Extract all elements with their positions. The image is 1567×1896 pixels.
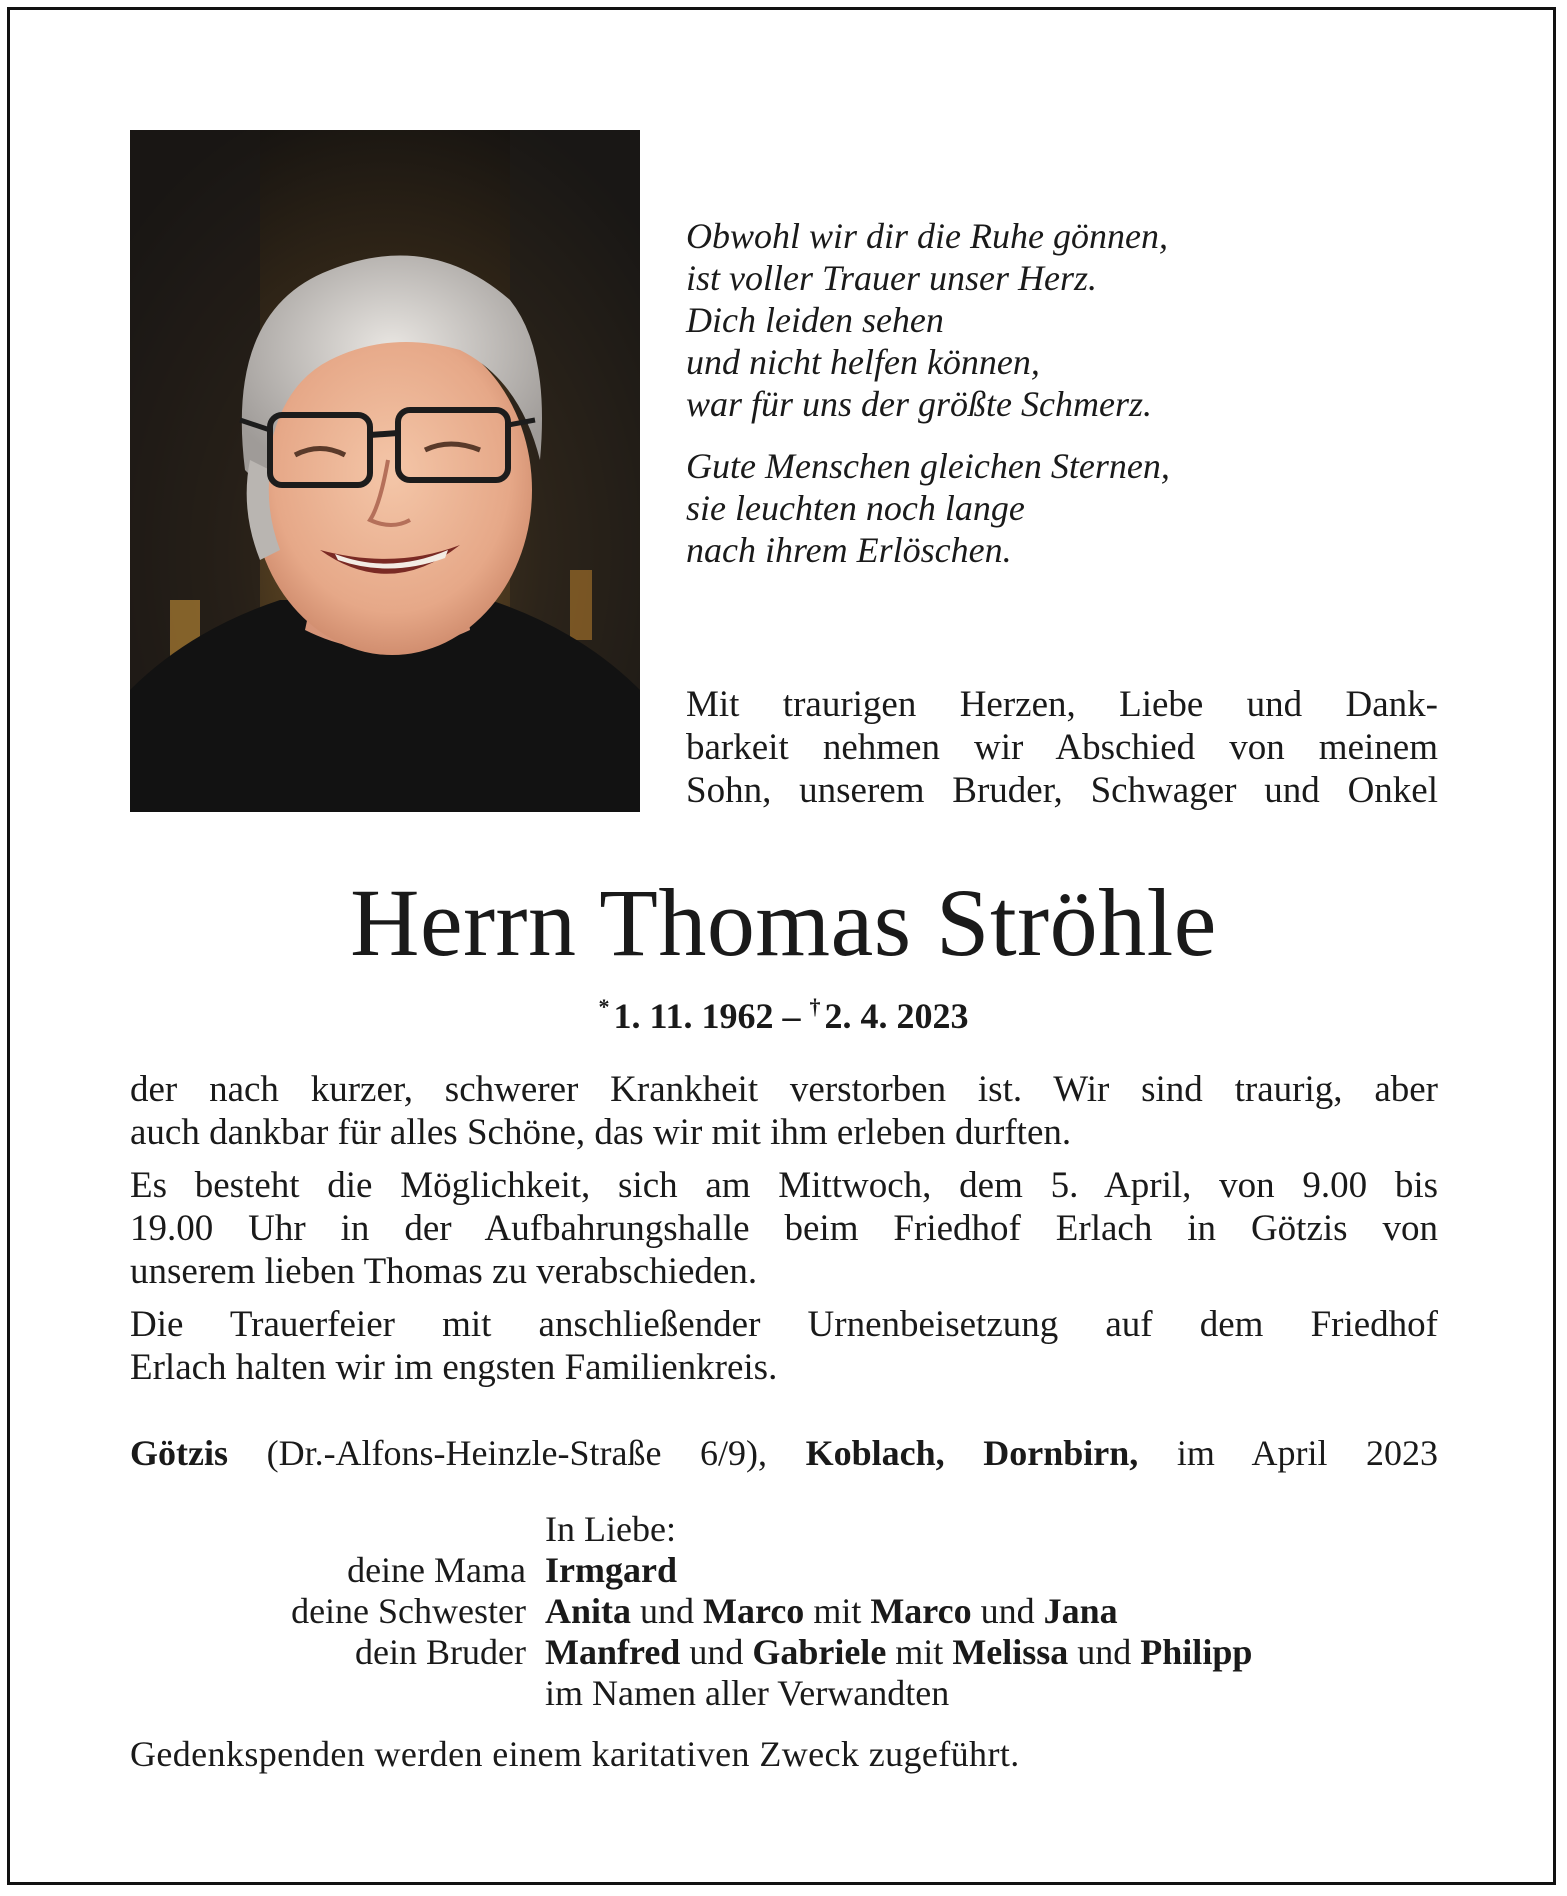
place-date: im April 2023: [1176, 1433, 1439, 1473]
portrait-photo: [130, 130, 640, 812]
town-koblach: Koblach,: [805, 1433, 945, 1473]
relation-label: deine Mama: [347, 1550, 526, 1590]
body-line: der nach kurzer, schwerer Krankheit verstorben ist. Wir sind traurig, aber: [130, 1069, 1438, 1110]
poem-line: ist voller Trauer unser Herz.: [686, 258, 1098, 298]
family-name: Marco: [703, 1591, 805, 1631]
poem-line: sie leuchten noch lange: [686, 488, 1025, 528]
paragraph-3: [130, 1303, 1438, 1389]
relation-label: deine Schwester: [291, 1591, 526, 1631]
body-line: unserem lieben Thomas zu verabschieden.: [130, 1251, 758, 1292]
family-row-brother: [130, 1632, 1460, 1673]
death-date: 2. 4. 2023: [824, 996, 969, 1036]
poem-line: Obwohl wir dir die Ruhe gönnen,: [686, 216, 1168, 256]
connector: mit: [813, 1591, 862, 1631]
birth-date: 1. 11. 1962: [613, 996, 774, 1036]
life-dates: [0, 985, 1567, 1038]
intro-line: Mit traurigen Herzen, Liebe und Dank-: [686, 684, 1438, 725]
poem-line: Dich leiden sehen: [686, 300, 944, 340]
family-row-mama: [130, 1550, 1460, 1591]
relation-label: dein Bruder: [355, 1632, 526, 1672]
family-name: Anita: [545, 1591, 632, 1631]
connector: und: [640, 1591, 695, 1631]
poem: [686, 215, 1446, 591]
deceased-name: Herrn Thomas Ströhle: [350, 869, 1217, 976]
family-name: Gabriele: [752, 1632, 887, 1672]
poem-stanza-1: [686, 215, 1446, 425]
body-line: auch dankbar für alles Schöne, das wir mit ihm erleben durften.: [130, 1112, 1072, 1153]
connector: und: [980, 1591, 1035, 1631]
place-date-line: [130, 1432, 1438, 1475]
family-signatures: [130, 1509, 1460, 1714]
family-name: Marco: [870, 1591, 972, 1631]
poem-stanza-2: [686, 445, 1446, 571]
death-symbol: †: [809, 994, 821, 1019]
town-goetzis: Götzis: [130, 1433, 228, 1473]
family-closing: im Namen aller Verwandten: [545, 1673, 950, 1713]
intro-text: [686, 683, 1438, 812]
poem-line: und nicht helfen können,: [686, 342, 1040, 382]
poem-line: Gute Menschen gleichen Sternen,: [686, 446, 1170, 486]
family-closing-row: [130, 1673, 1460, 1714]
town-dornbirn: Dornbirn,: [983, 1433, 1139, 1473]
date-separator: –: [773, 996, 810, 1036]
birth-symbol: *: [598, 994, 610, 1019]
body-line: Die Trauerfeier mit anschließender Urnenbeisetzung auf dem Friedhof: [130, 1304, 1438, 1345]
portrait-photo-icon: [130, 130, 640, 812]
paragraph-2: [130, 1164, 1438, 1293]
poem-line: war für uns der größte Schmerz.: [686, 384, 1152, 424]
family-name: Melissa: [952, 1632, 1069, 1672]
body-line: 19.00 Uhr in der Aufbahrungshalle beim Friedhof Erlach in Götzis von: [130, 1208, 1438, 1249]
family-name: Philipp: [1140, 1632, 1253, 1672]
body-line: Es besteht die Möglichkeit, sich am Mittwoch, dem 5. April, von 9.00 bis: [130, 1165, 1438, 1206]
family-name: Jana: [1043, 1591, 1118, 1631]
connector: mit: [895, 1632, 944, 1672]
family-heading-row: [130, 1509, 1460, 1550]
family-heading: In Liebe:: [545, 1509, 676, 1549]
connector: und: [689, 1632, 744, 1672]
connector: und: [1077, 1632, 1132, 1672]
family-row-sister: [130, 1591, 1460, 1632]
intro-line: barkeit nehmen wir Abschied von meinem: [686, 727, 1438, 768]
paragraph-1: [130, 1068, 1438, 1154]
family-name: Irmgard: [545, 1550, 677, 1590]
donation-note: Gedenkspenden werden einem karitativen Zweck zugeführt.: [130, 1734, 1020, 1774]
body-text: [130, 1068, 1438, 1399]
body-line: Erlach halten wir im engsten Familienkreis.: [130, 1347, 778, 1388]
address: (Dr.-Alfons-Heinzle-Straße 6/9),: [266, 1433, 768, 1473]
family-name: Manfred: [545, 1632, 681, 1672]
intro-line: Sohn, unserem Bruder, Schwager und Onkel: [686, 770, 1438, 811]
poem-line: nach ihrem Erlöschen.: [686, 530, 1012, 570]
